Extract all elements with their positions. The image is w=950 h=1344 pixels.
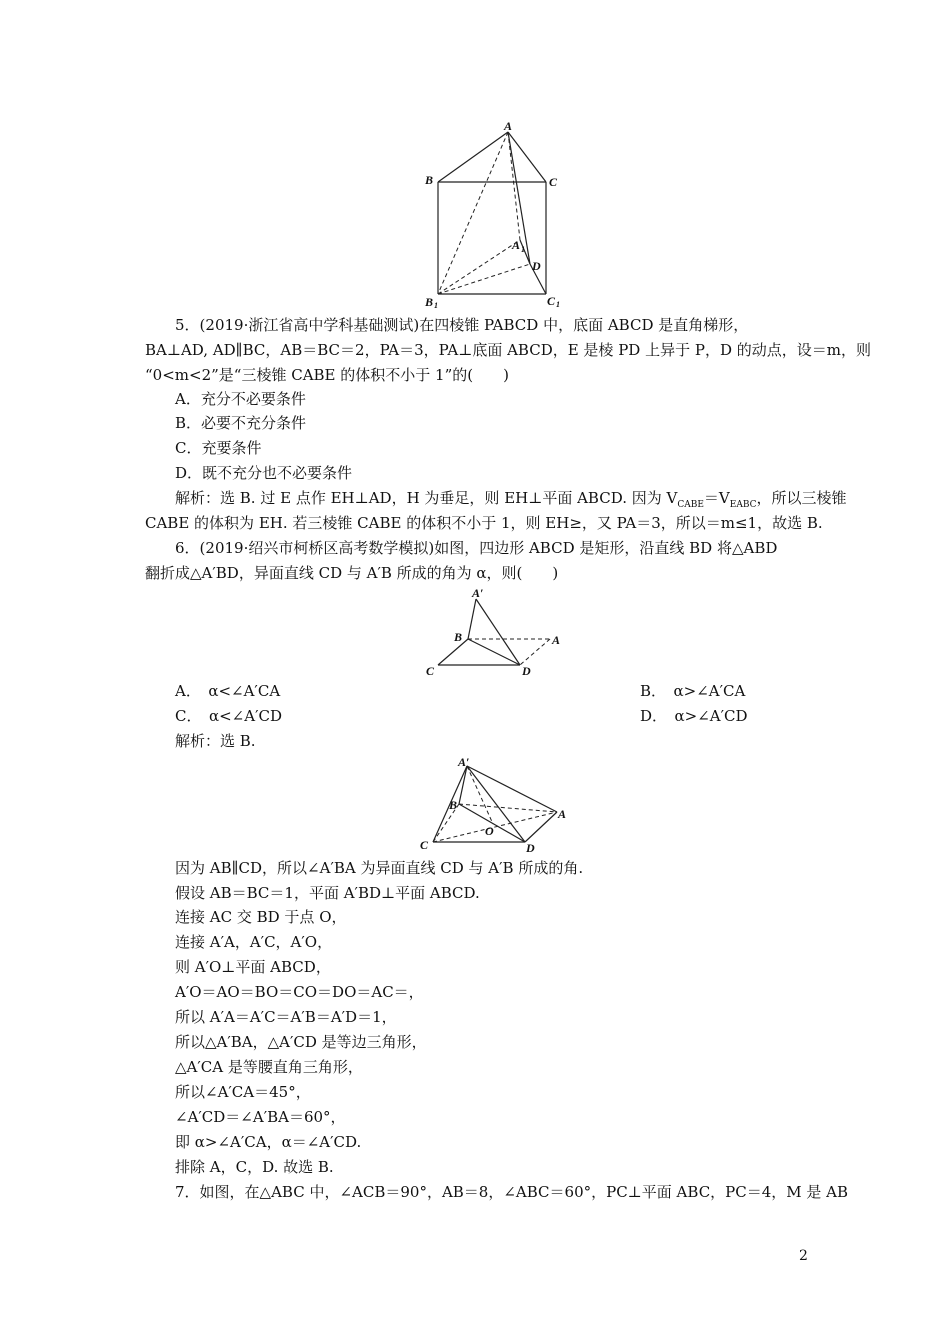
p6-option-a: A． α<∠A′CA xyxy=(175,682,281,700)
p5-option-b: B．必要不充分条件 xyxy=(175,414,307,432)
p6-option-c: C． α<∠A′CD xyxy=(175,707,282,725)
p5-solution-text-b: ，所以三棱锥 xyxy=(756,489,847,507)
label-A: A xyxy=(504,119,513,133)
p6-step-2: 假设 AB＝BC＝1，平面 A′BD⊥平面 ABCD. xyxy=(175,884,480,902)
p6-step-9: △A′CA 是等腰直角三角形， xyxy=(175,1058,363,1076)
p6-step-7: 所以 A′A＝A′C＝A′B＝A′D＝1， xyxy=(175,1008,397,1026)
figure-fold xyxy=(420,585,565,680)
label-B1-sub: 1 xyxy=(434,301,438,308)
p6-step-8: 所以△A′BA，△A′CD 是等边三角形， xyxy=(175,1033,427,1051)
p6-step-13: 排除 A，C，D. 故选 B. xyxy=(175,1158,334,1176)
label-C: C xyxy=(426,664,435,678)
p6-option-d: D． α>∠A′CD xyxy=(640,707,748,725)
label-C: C xyxy=(549,175,558,189)
p6-solution-head: 解析：选 B. xyxy=(175,732,256,750)
label-D: D xyxy=(526,841,535,855)
p5-solution-text: 解析：选 B. 过 E 点作 EH⊥AD，H 为垂足，则 EH⊥平面 ABCD. 因为 V xyxy=(175,489,678,507)
p6-step-5: 则 A′O⊥平面 ABCD， xyxy=(175,958,331,976)
label-C: C xyxy=(420,838,429,852)
label-C1-sub: 1 xyxy=(556,300,560,308)
p5-sub-cabe: CABE xyxy=(677,500,704,510)
p5-line2: BA⊥AD, AD∥BC，AB＝BC＝2，PA＝3，PA⊥底面 ABCD，E 是棱 PD 上异于 P，D 的动点，设＝m，则 xyxy=(145,341,871,359)
p5-sub-eabc: EABC xyxy=(729,500,757,510)
figure-fold-solution xyxy=(415,752,575,856)
label-A-prime: A′ xyxy=(472,586,484,600)
label-B1: B xyxy=(425,295,434,308)
figure-prism xyxy=(420,118,570,308)
p6-step-1: 因为 AB∥CD，所以∠A′BA 为异面直线 CD 与 A′B 所成的角. xyxy=(175,859,584,877)
label-A1-sub: 1 xyxy=(521,245,525,254)
p6-step-4: 连接 A′A，A′C，A′O， xyxy=(175,933,333,951)
p5-eq: ＝V xyxy=(703,489,730,507)
page-number: 2 xyxy=(799,1248,808,1264)
p6-option-b: B． α>∠A′CA xyxy=(640,682,746,700)
p6-line2: 翻折成△A′BD，异面直线 CD 与 A′B 所成的角为 α，则( ) xyxy=(145,564,559,582)
p5-solution-line2: CABE 的体积为 EH. 若三棱锥 CABE 的体积不小于 1，则 EH≥，又 PA＝3，所以＝m≤1，故选 B. xyxy=(145,514,823,532)
p5-line1: 5．(2019·浙江省高中学科基础测试)在四棱锥 PABCD 中，底面 ABCD 是直角梯形， xyxy=(175,316,749,334)
label-B: B xyxy=(454,630,463,644)
p6-line1: 6．(2019·绍兴市柯桥区高考数学模拟)如图，四边形 ABCD 是矩形，沿直线 BD 将△ABD xyxy=(175,539,778,557)
label-A1: A xyxy=(512,238,521,252)
p7-line1: 7．如图，在△ABC 中，∠ACB＝90°，AB＝8，∠ABC＝60°，PC⊥平面 ABC，PC＝4，M 是 AB xyxy=(175,1183,849,1201)
label-B: B xyxy=(449,798,458,812)
label-C1: C xyxy=(547,294,556,308)
p5-option-c: C．充要条件 xyxy=(175,439,262,457)
label-A: A xyxy=(552,633,561,647)
p6-step-12: 即 α>∠A′CA，α＝∠A′CD. xyxy=(175,1133,362,1151)
p6-step-3: 连接 AC 交 BD 于点 O， xyxy=(175,908,347,926)
label-D: D xyxy=(522,664,531,678)
label-O: O xyxy=(485,824,494,838)
label-B: B xyxy=(425,173,434,187)
p5-option-a: A．充分不必要条件 xyxy=(175,390,306,408)
p6-step-10: 所以∠A′CA＝45°， xyxy=(175,1083,311,1101)
p6-step-6: A′O＝AO＝BO＝CO＝DO＝AC＝， xyxy=(175,983,424,1001)
label-D: D xyxy=(532,259,541,273)
p5-option-d: D．既不充分也不必要条件 xyxy=(175,464,353,482)
label-A: A xyxy=(558,807,567,821)
p6-step-11: ∠A′CD＝∠A′BA＝60°， xyxy=(175,1108,346,1126)
label-A-prime: A′ xyxy=(458,755,470,769)
p5-line3: “0<m<2”是“三棱锥 CABE 的体积不小于 1”的( ) xyxy=(145,366,509,384)
